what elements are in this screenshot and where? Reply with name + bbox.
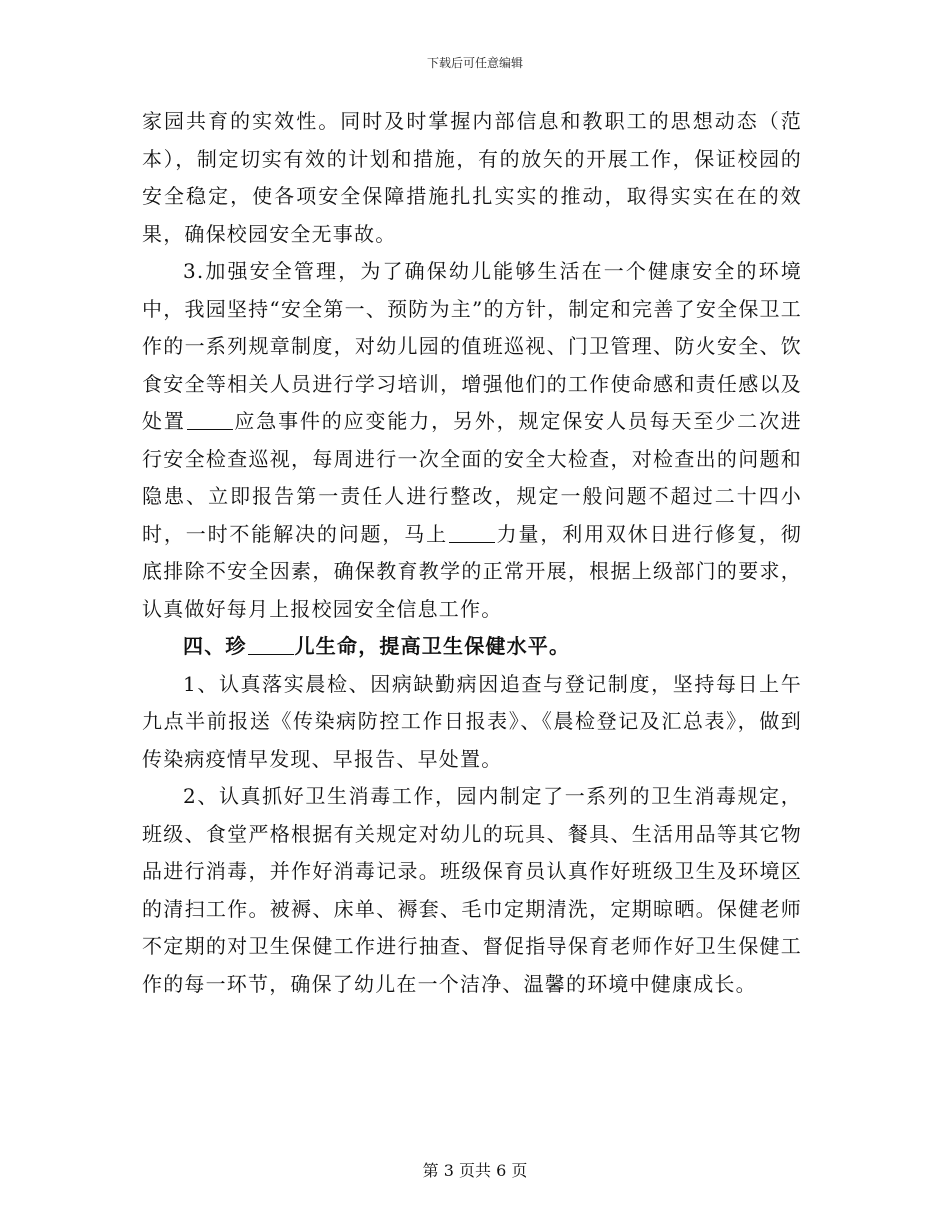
paragraph-2: [142, 253, 802, 628]
page-footer: 第 3 页共 6 页: [422, 1161, 528, 1180]
paragraph-1: 家园共育的实效性。同时及时掌握内部信息和教职工的思想动态（范本），制定切实有效的计划和措施，有的放矢的开展工作，保证校园的安全稳定，使各项安全保障措施扎扎实实的推动，取得实实在在的效果，确保校园安全无事故。: [142, 109, 802, 246]
section-heading-part-1: 四、珍: [183, 634, 247, 658]
paragraph-5: 2、认真抓好卫生消毒工作，园内制定了一系列的卫生消毒规定，班级、食堂严格根据有关规定对幼儿的玩具、餐具、生活用品等其它物品进行消毒，并作好消毒记录。班级保育员认真作好班级卫生及环境区的清扫工作。被褥、床单、褥套、毛巾定期清洗，定期晾晒。保健老师不定期的对卫生保健工作进行抽查、督促指导保育老师作好卫生保健工作的每一环节，确保了幼儿在一个洁净、温馨的环境中健康成长。: [142, 784, 802, 996]
fill-in-blank: [449, 524, 495, 543]
document-body: [142, 103, 802, 1003]
fill-in-blank: [248, 636, 294, 655]
paragraph-4: 1、认真落实晨检、因病缺勤病因追查与登记制度，坚持每日上午九点半前报送《传染病防控工作日报表》、《晨检登记及汇总表》，做到传染病疫情早发现、早报告、早处置。: [142, 671, 802, 771]
paragraph-2-part-2: 应急事件的应变能力，另外，规定保安人员每天至少二次进行安全检查巡视，每周进行一次全面的安全大检查，对检查出的问题和隐患、立即报告第一责任人进行整改，规定一般问题不超过二十四小时，一时不能解决的问题，马上: [142, 409, 802, 546]
page-header: 下载后可任意编辑: [426, 56, 523, 70]
fill-in-blank: [187, 411, 233, 430]
paragraph-2-part-3: 力量，利用双休日进行修复，彻底排除不安全因素，确保教育教学的正常开展，根据上级部门的要求，认真做好每月上报校园安全信息工作。: [142, 521, 802, 621]
section-heading-part-2: 儿生命，提高卫生保健水平。: [294, 634, 571, 658]
paragraph-2-part-1: 3.加强安全管理，为了确保幼儿能够生活在一个健康安全的环境中，我园坚持“安全第一、预防为主”的方针，制定和完善了安全保卫工作的一系列规章制度，对幼儿园的值班巡视、门卫管理、防火安全、饮食安全等相关人员进行学习培训，增强他们的工作使命感和责任感以及处置: [142, 259, 802, 433]
section-heading: [142, 628, 802, 666]
